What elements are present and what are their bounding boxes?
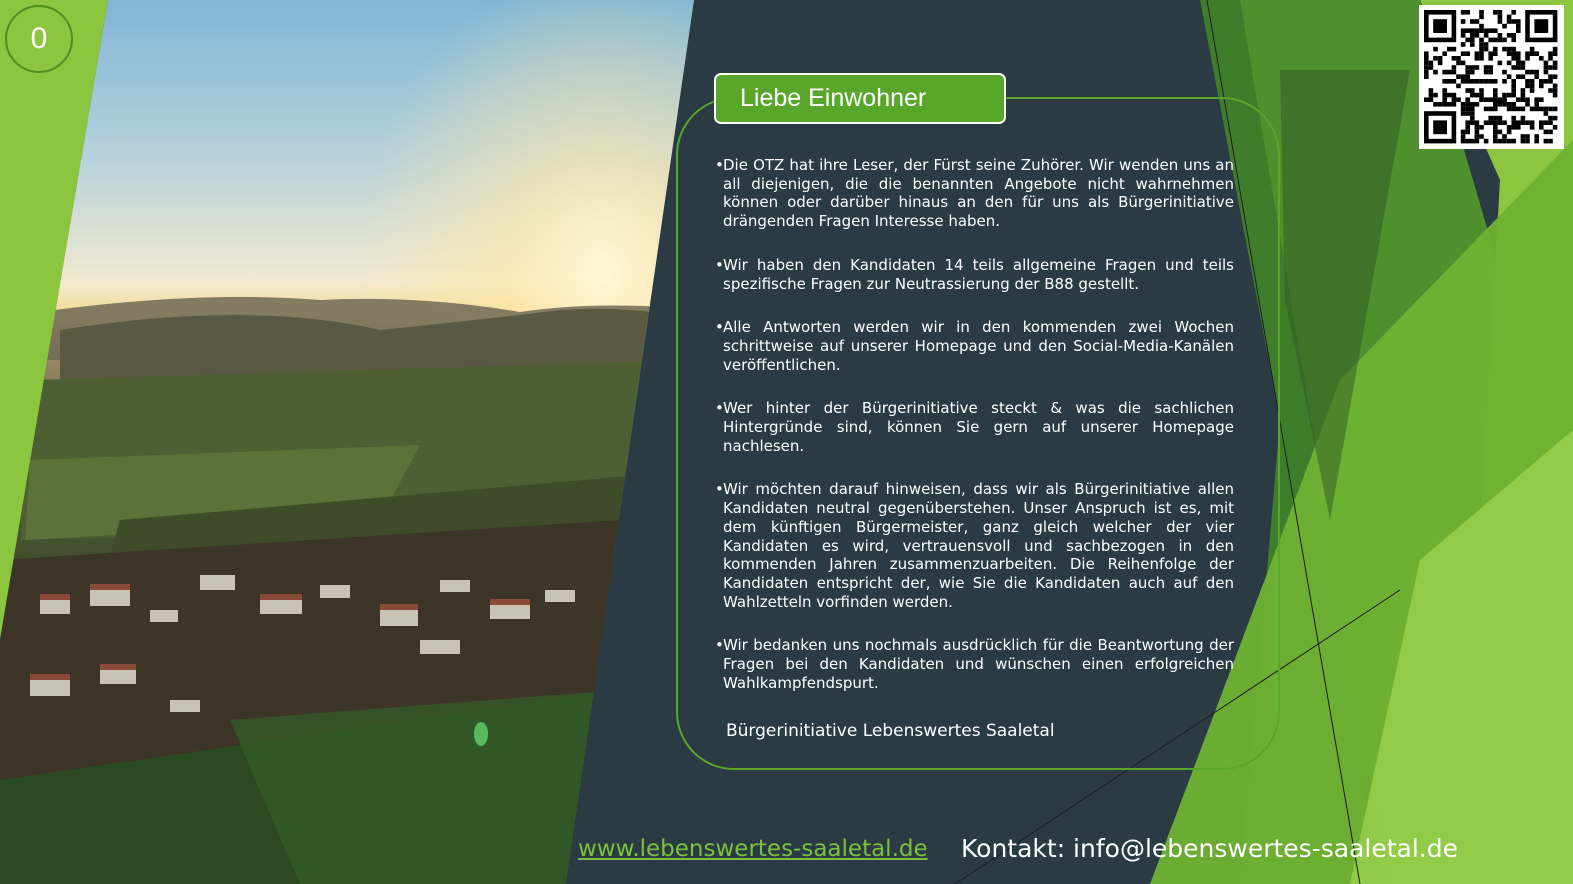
- bullet-item: • Wir bedanken uns nochmals ausdrücklich für die Beantwortung der Fragen bei den Kandidaten und wünschen einen erfolgreichen Wahlkampfendspurt.: [715, 636, 1234, 692]
- card-title: Liebe Einwohner: [714, 73, 1006, 124]
- bullet-item: • Wir möchten darauf hinweisen, dass wir als Bürgerinitiative allen Kandidaten neutral gegenüberstehen. Unser Anspruch ist es, mit dem künftigen Bürgermeister, ganz gleich welcher der vier Kandidaten es wird, vertrauensvoll und sachbezogen in den kommenden Jahren zusammenzuarbeiten. Die Reihenfolge der Kandidaten entspricht der, wie Sie die Kandidaten auch auf den Wahlzetteln vorfinden werden.: [715, 480, 1234, 611]
- signature: Bürgerinitiative Lebenswertes Saaletal: [726, 721, 1055, 741]
- contact-email: Kontakt: info@lebenswertes-saaletal.de: [961, 834, 1458, 863]
- bullet-item: • Wir haben den Kandidaten 14 teils allgemeine Fragen und teils spezifische Fragen zur Neutrassierung der B88 gestellt.: [715, 256, 1234, 293]
- slide-number-badge: 0: [5, 5, 73, 73]
- website-link[interactable]: www.lebenswertes-saaletal.de: [578, 836, 928, 862]
- bullet-item: • Alle Antworten werden wir in den kommenden zwei Wochen schrittweise auf unserer Homepage und den Social-Media-Kanälen veröffentlichen.: [715, 318, 1234, 374]
- qr-code-icon: [1419, 5, 1564, 149]
- bullet-item: • Die OTZ hat ihre Leser, der Fürst seine Zuhörer. Wir wenden uns an all diejenigen, die die benannten Angebote nicht wahrnehmen können oder darüber hinaus an den für uns als Bürgerinitiative drängenden Fragen Interesse haben.: [715, 156, 1234, 231]
- bullet-item: • Wer hinter der Bürgerinitiative steckt & was die sachlichen Hintergründe sind, können Sie gern auf unserer Homepage nachlesen.: [715, 399, 1234, 455]
- bullet-list: [715, 156, 1234, 717]
